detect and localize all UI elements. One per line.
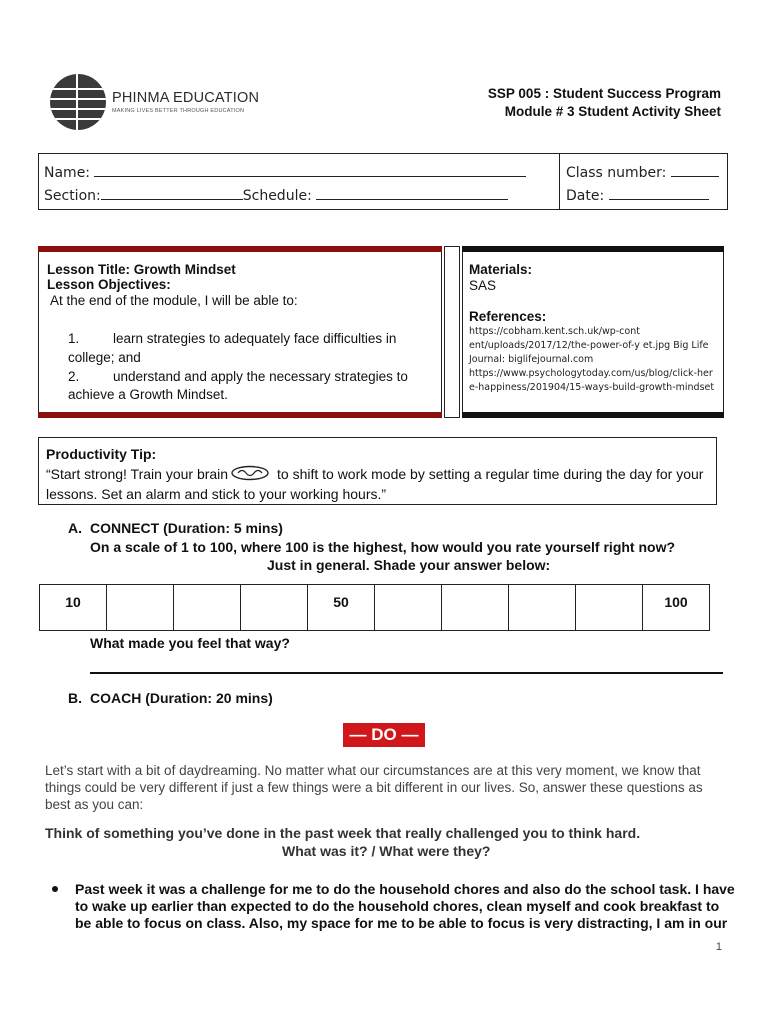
rating-scale-table [39,584,710,631]
section-label: Section: [44,188,101,204]
section-line[interactable] [101,185,243,200]
connect-question-1: On a scale of 1 to 100, where 100 is the highest, how would you rate yourself right now? [90,539,676,555]
objective-2-number: 2. [68,369,80,384]
coach-prompt-2: What was it? / What were they? [282,843,491,859]
coach-heading: COACH (Duration: 20 mins) [90,690,273,706]
course-title: SSP 005 : Student Success Program [487,86,721,101]
materials-bottom-bar [462,412,724,418]
date-label: Date: [566,188,605,204]
objective-1-line1: learn strategies to adequately face difficulties in [113,331,397,346]
references-label: References: [469,309,547,324]
rating-cell[interactable] [375,585,442,631]
reference-line-2[interactable]: ent/uploads/2017/12/the-power-of-y et.jpg Big Life [469,340,709,351]
rating-cell[interactable] [442,585,509,631]
productivity-line-2: lessons. Set an alarm and stick to your working hours.” [46,486,387,502]
productivity-line-1a: “Start strong! Train your brain [46,466,229,482]
objective-1-number: 1. [68,331,80,346]
rating-cell[interactable]: 100 [643,585,710,631]
connect-heading: CONNECT (Duration: 5 mins) [90,520,283,536]
brain-icon [230,465,270,481]
phinma-logo-icon [50,74,106,130]
rating-cell[interactable] [174,585,241,631]
objective-2-line1: understand and apply the necessary strategies to [113,369,408,384]
materials-label: Materials: [469,262,533,277]
connect-question-2: Just in general. Shade your answer below: [267,557,551,573]
rating-cell[interactable]: 10 [40,585,107,631]
info-divider [559,153,560,210]
lesson-bottom-bar [38,412,442,418]
objective-1-line2: college; and [68,350,141,365]
bullet-icon [52,886,58,892]
rating-cell[interactable] [576,585,643,631]
coach-paragraph-line-3: best as you can: [45,797,144,812]
name-line[interactable] [94,162,526,177]
reference-line-1[interactable]: https://cobham.kent.sch.uk/wp-cont [469,326,640,337]
coach-letter: B. [68,690,82,706]
objective-2-line2: achieve a Growth Mindset. [68,387,228,402]
materials-value: SAS [469,278,497,293]
section-field[interactable] [44,185,508,204]
coach-paragraph-line-1: Let’s start with a bit of daydreaming. No matter what our circumstances are at this very moment, we know that [45,763,701,778]
rating-cell[interactable]: 50 [308,585,375,631]
page-number: 1 [715,941,722,953]
reference-line-3[interactable]: Journal: biglifejournal.com [469,354,594,365]
logo-name: PHINMA EDUCATION [112,90,260,106]
reference-line-4[interactable]: https://www.psychologytoday.com/us/blog/click-her [469,368,713,379]
answer-line-1: Past week it was a challenge for me to do the household chores and also do the school task. I have [75,881,735,897]
do-badge: — DO — [343,723,425,747]
logo-tagline: MAKING LIVES BETTER THROUGH EDUCATION [112,108,245,114]
date-line[interactable] [609,185,709,200]
objectives-intro: At the end of the module, I will be able to: [50,293,298,308]
separator-box [444,246,460,418]
class-number-line[interactable] [671,162,719,177]
coach-paragraph-line-2: things could be very different if just a few things were a bit different in our lives. So, answer these questions as [45,780,703,795]
sheet-title: Module # 3 Student Activity Sheet [504,104,721,119]
schedule-line[interactable] [316,185,508,200]
rating-cell[interactable] [509,585,576,631]
lesson-title: Lesson Title: Growth Mindset [47,262,236,277]
schedule-label: Schedule: [242,188,312,204]
followup-question: What made you feel that way? [90,635,290,651]
rating-cell[interactable] [241,585,308,631]
coach-prompt-1: Think of something you’ve done in the past week that really challenged you to think hard. [45,825,641,841]
class-number-field[interactable] [566,162,719,181]
rating-cell[interactable] [107,585,174,631]
name-field[interactable] [44,162,526,181]
answer-line-3: be able to focus on class. Also, my space for me to be able to focus is very distracting, I am in our [75,915,728,931]
name-label: Name: [44,165,91,181]
productivity-label: Productivity Tip: [46,446,157,462]
date-field[interactable] [566,185,709,204]
class-number-label: Class number: [566,165,667,181]
objectives-label: Lesson Objectives: [47,277,171,292]
reference-line-5[interactable]: e-happiness/201904/15-ways-build-growth-mindset [469,382,715,393]
productivity-line-1b: to shift to work mode by setting a regular time during the day for your [277,466,704,482]
answer-line[interactable] [90,672,723,674]
connect-letter: A. [68,520,82,536]
answer-line-2: to wake up earlier than expected to do the household chores, clean myself and cook breakfast to [75,898,720,914]
